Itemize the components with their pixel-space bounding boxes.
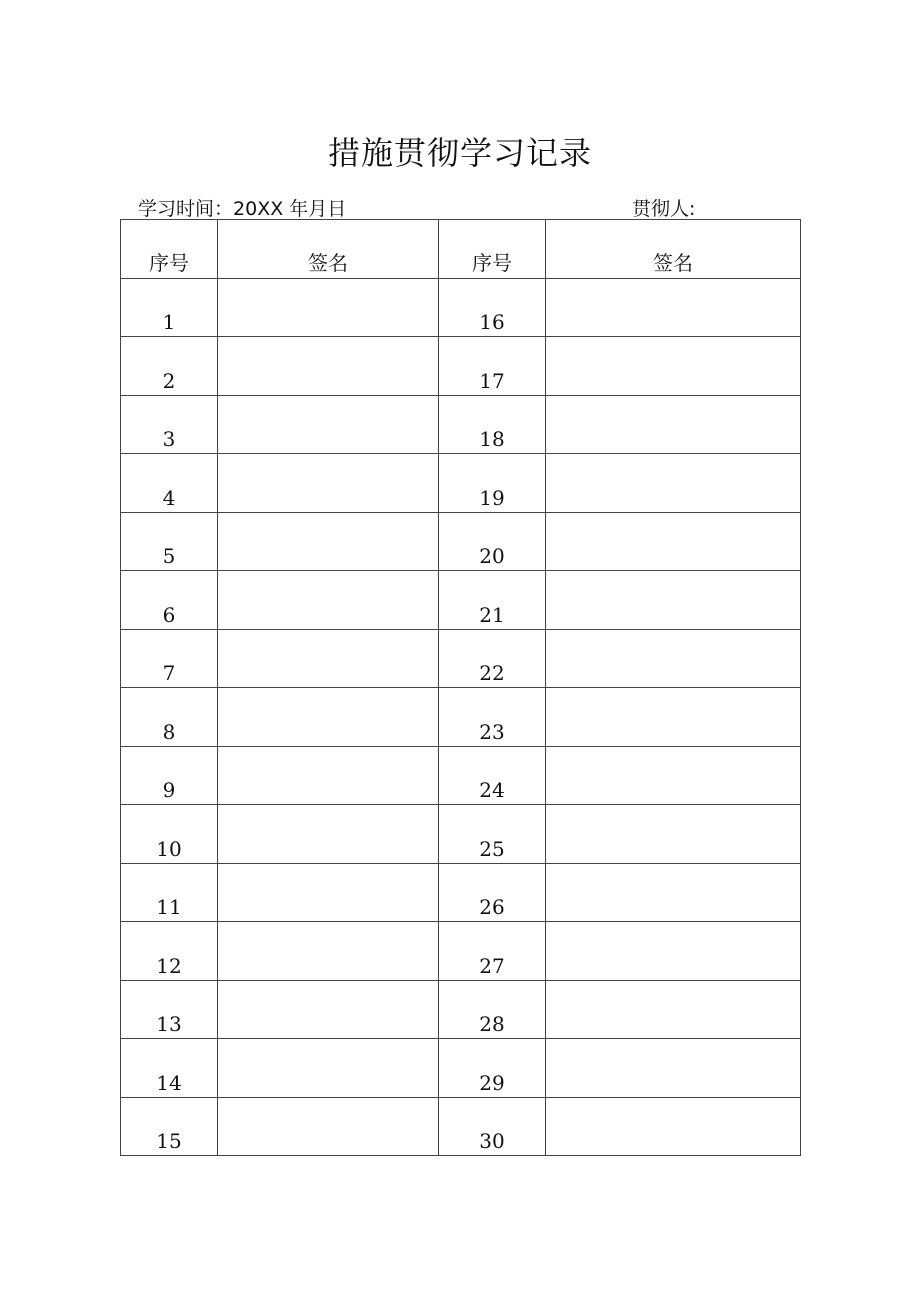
signature-cell-right[interactable] [546,278,801,337]
row-number-left: 15 [121,1097,218,1156]
study-time-value: 20XX 年月日 [233,198,347,220]
row-number-left: 5 [121,512,218,571]
table-row [121,1097,801,1156]
signature-cell-right[interactable] [546,337,801,396]
signature-cell-right[interactable] [546,805,801,864]
table-header-row [121,220,801,279]
table-row [121,629,801,688]
signature-cell-left[interactable] [218,278,439,337]
signature-cell-right[interactable] [546,688,801,747]
row-number-left: 7 [121,629,218,688]
table-row [121,688,801,747]
row-number-right: 20 [439,512,546,571]
signature-cell-left[interactable] [218,922,439,981]
header-number-right: 序号 [439,220,546,279]
row-number-right: 18 [439,395,546,454]
signature-cell-left[interactable] [218,980,439,1039]
row-number-right: 16 [439,278,546,337]
row-number-right: 28 [439,980,546,1039]
row-number-left: 14 [121,1039,218,1098]
row-number-left: 13 [121,980,218,1039]
row-number-right: 23 [439,688,546,747]
signature-cell-left[interactable] [218,863,439,922]
table-row [121,746,801,805]
row-number-right: 30 [439,1097,546,1156]
signature-cell-right[interactable] [546,922,801,981]
row-number-left: 4 [121,454,218,513]
table-row [121,454,801,513]
row-number-right: 25 [439,805,546,864]
signature-cell-left[interactable] [218,512,439,571]
row-number-right: 29 [439,1039,546,1098]
implementer [632,194,695,221]
signature-cell-left[interactable] [218,571,439,630]
signature-cell-left[interactable] [218,454,439,513]
signature-cell-right[interactable] [546,980,801,1039]
row-number-left: 1 [121,278,218,337]
row-number-left: 3 [121,395,218,454]
table-row [121,395,801,454]
signature-cell-right[interactable] [546,512,801,571]
signature-cell-left[interactable] [218,1039,439,1098]
row-number-right: 22 [439,629,546,688]
row-number-left: 9 [121,746,218,805]
page-title: 措施贯彻学习记录 [327,134,592,172]
row-number-right: 27 [439,922,546,981]
header-signature-right: 签名 [546,220,801,279]
signature-cell-left[interactable] [218,805,439,864]
row-number-right: 17 [439,337,546,396]
signature-cell-right[interactable] [546,629,801,688]
signature-cell-left[interactable] [218,746,439,805]
row-number-right: 19 [439,454,546,513]
signature-cell-right[interactable] [546,571,801,630]
header-signature-left: 签名 [218,220,439,279]
study-time [138,194,346,221]
table-row [121,805,801,864]
signature-cell-right[interactable] [546,1039,801,1098]
signature-cell-right[interactable] [546,454,801,513]
table-row [121,337,801,396]
signature-cell-left[interactable] [218,1097,439,1156]
study-time-label: 学习时间： [138,198,234,220]
row-number-left: 6 [121,571,218,630]
table-row [121,278,801,337]
row-number-right: 26 [439,863,546,922]
signature-cell-right[interactable] [546,1097,801,1156]
table-row [121,863,801,922]
row-number-right: 21 [439,571,546,630]
row-number-left: 2 [121,337,218,396]
signature-table [120,219,801,1156]
table-body [121,278,801,1156]
signature-cell-left[interactable] [218,395,439,454]
row-number-left: 10 [121,805,218,864]
table-row [121,571,801,630]
signature-cell-right[interactable] [546,863,801,922]
table-row [121,512,801,571]
signature-cell-right[interactable] [546,395,801,454]
signature-cell-left[interactable] [218,337,439,396]
table-row [121,1039,801,1098]
row-number-left: 12 [121,922,218,981]
signature-cell-left[interactable] [218,629,439,688]
row-number-right: 24 [439,746,546,805]
table-row [121,922,801,981]
row-number-left: 11 [121,863,218,922]
row-number-left: 8 [121,688,218,747]
table-row [121,980,801,1039]
header-number-left: 序号 [121,220,218,279]
signature-cell-left[interactable] [218,688,439,747]
implementer-label: 贯彻人: [632,198,696,220]
signature-cell-right[interactable] [546,746,801,805]
